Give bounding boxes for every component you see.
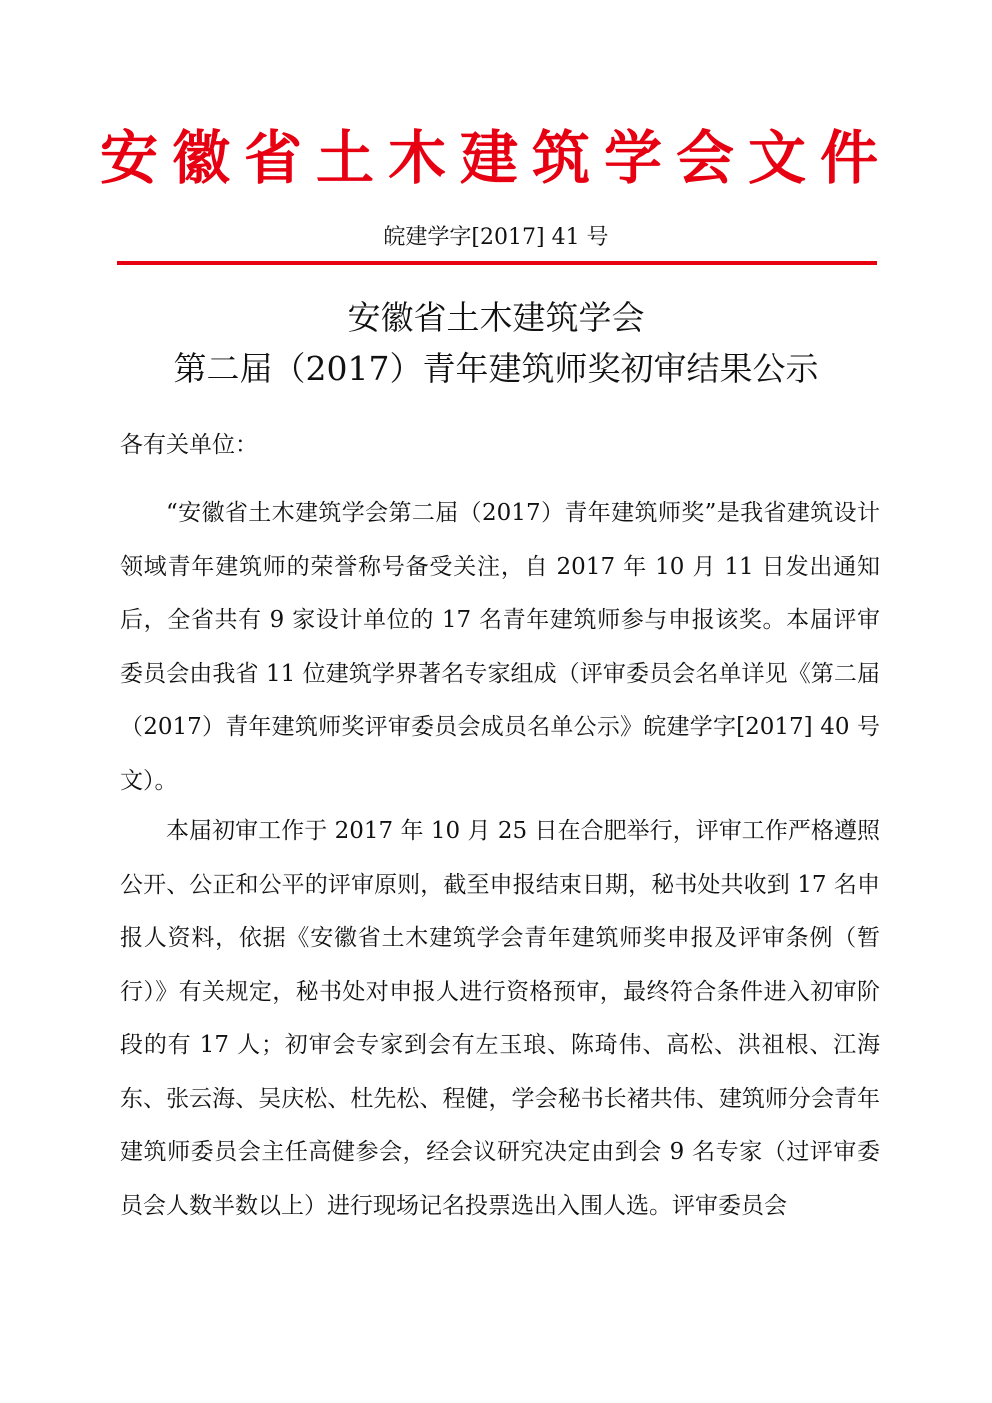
document-number: 皖建学字[2017] 41 号 [383, 225, 609, 250]
header-divider [117, 261, 877, 265]
body-paragraph-2: 本届初审工作于 2017 年 10 月 25 日在合肥举行，评审工作严格遵照公开、公正和公平的评审原则，截至申报结束日期，秘书处共收到 17 名申报人资料，依据《安徽省土木建筑学会青年建筑师奖申报及评审条例（暂行）》有关规定，秘书处对申报人进行资格预审，最终符合条件进入初审阶段的有 17 人；初审会专家到会有左玉琅、陈琦伟、高松、洪祖根、江海东、张云海、吴庆松、杜先松、程健，学会秘书长褚共伟、建筑师分会青年建筑师委员会主任高健参会，经会议研究决定由到会 9 名专家（过评审委员会人数半数以上）进行现场记名投票选出入围人选。评审委员会 [120, 818, 880, 1219]
document-header-title: 安徽省土木建筑学会文件 [99, 124, 892, 192]
body-paragraph-1: “安徽省土木建筑学会第二届（2017）青年建筑师奖”是我省建筑设计领域青年建筑师的荣誉称号备受关注，自 2017 年 10 月 11 日发出通知后，全省共有 9 家设计单位的 17 名青年建筑师参与申报该奖。本届评审委员会由我省 11 位建筑学界著名专家组成（评审委员会名单详见《第二届（2017）青年建筑师奖评审委员会成员名单公示》皖建学字[2017] 40 号文）。 [120, 500, 880, 794]
salutation: 各有关单位： [120, 432, 258, 458]
notice-title-line-2: 第二届（2017）青年建筑师奖初审结果公示 [173, 349, 819, 388]
notice-title-line-1: 安徽省土木建筑学会 [347, 298, 645, 337]
